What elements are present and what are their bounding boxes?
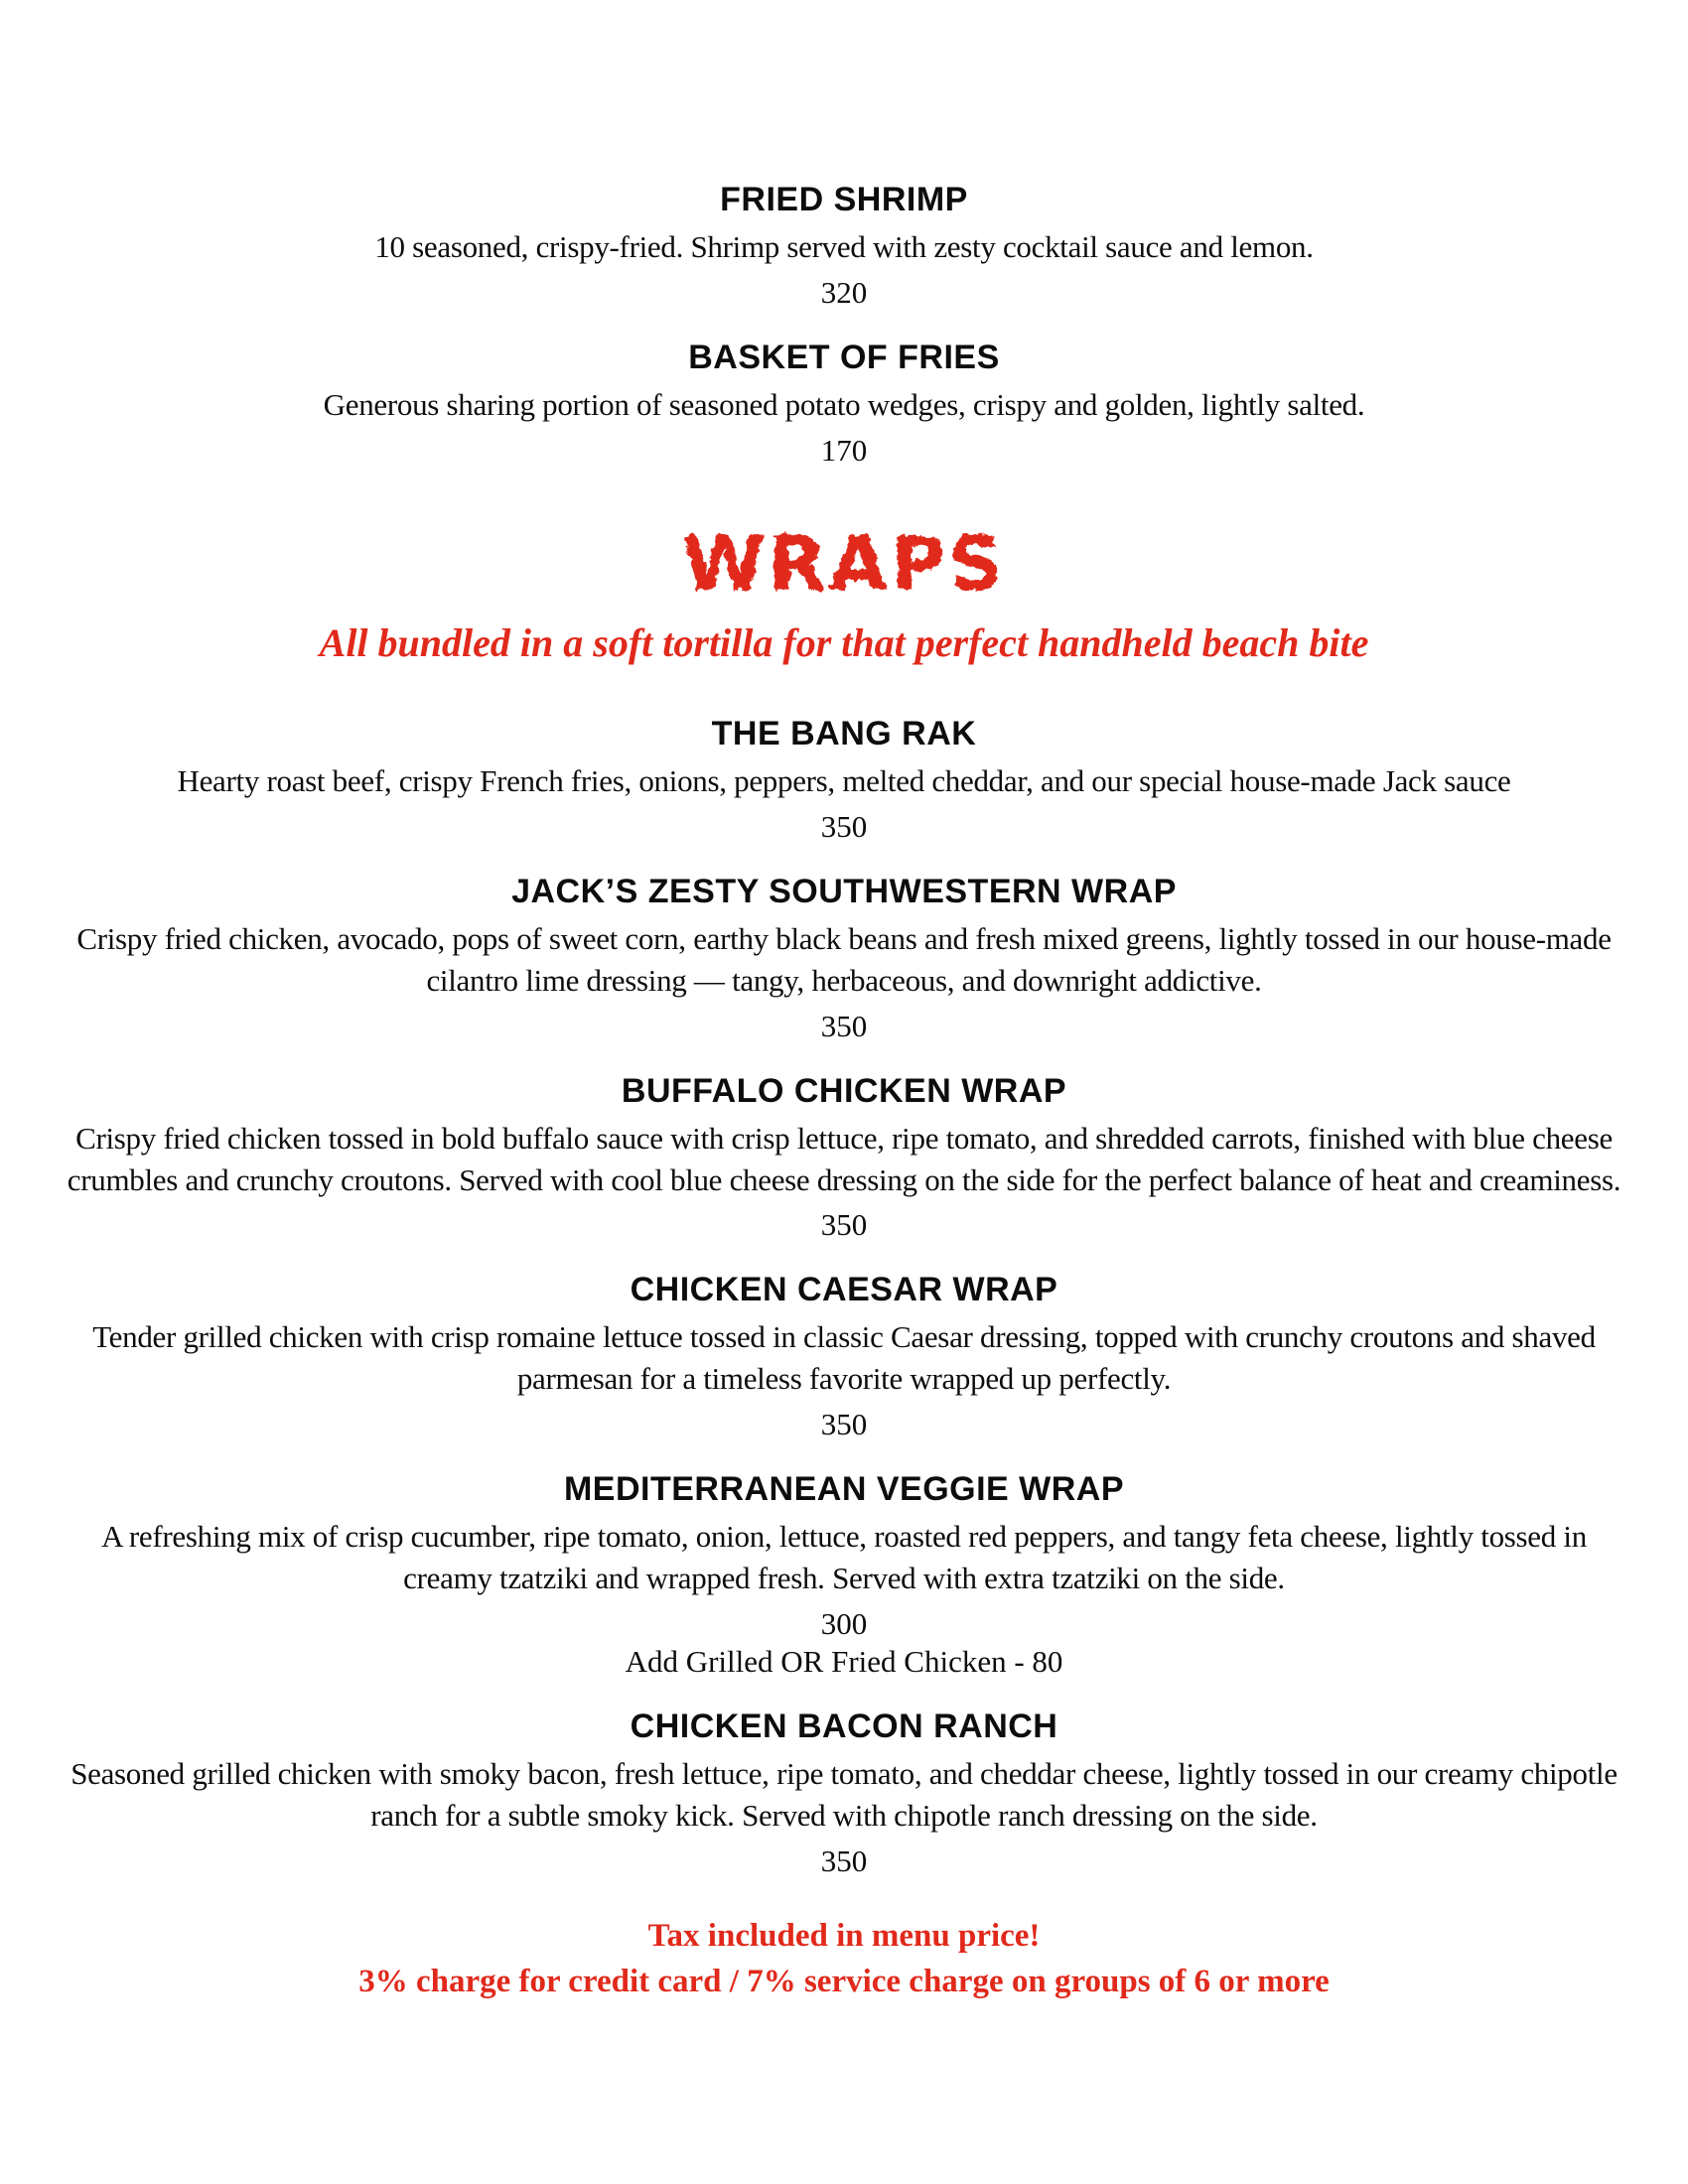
item-name: JACK’S ZESTY SOUTHWESTERN WRAP — [511, 872, 1177, 910]
wraps-section-subtitle: All bundled in a soft tortilla for that perfect handheld beach bite — [319, 619, 1369, 665]
item-description: Generous sharing portion of seasoned potato wedges, crispy and golden, lightly salted. — [323, 387, 1365, 423]
menu-item-chicken-caesar-wrap — [60, 1271, 1628, 1442]
menu-item-the-bang-rak — [60, 715, 1628, 845]
item-description: Hearty roast beef, crispy French fries, onions, peppers, melted cheddar, and our special house-made Jack sauce — [177, 762, 1511, 798]
footer-charge-note: 3% charge for credit card / 7% service charge on groups of 6 or more — [358, 1963, 1330, 1999]
item-price: 350 — [820, 808, 868, 844]
item-description: Tender grilled chicken with crisp romaine lettuce tossed in classic Caesar dressing, topped with crunchy croutons and shaved parmesan for a timeless favorite wrapped up perfectly. — [92, 1319, 1596, 1397]
item-name: FRIED SHRIMP — [720, 181, 968, 218]
item-description: Crispy fried chicken tossed in bold buffalo sauce with crisp lettuce, ripe tomato, and shredded carrots, finished with blue cheese crumbles and crunchy croutons. Served with cool blue cheese dressing on the side for the perfect balance of heat and creaminess. — [67, 1120, 1621, 1197]
item-description: A refreshing mix of crisp cucumber, ripe tomato, onion, lettuce, roasted red peppers, and tangy feta cheese, lightly tossed in creamy tzatziki and wrapped fresh. Served with extra tzatziki on the side. — [101, 1519, 1587, 1596]
menu-item-fried-shrimp — [60, 181, 1628, 311]
menu-item-chicken-bacon-ranch — [60, 1707, 1628, 1879]
menu-item-basket-of-fries — [60, 339, 1628, 469]
item-price: 170 — [820, 432, 868, 468]
item-price: 350 — [820, 1008, 868, 1043]
wraps-section-header — [0, 516, 1688, 667]
item-price: 350 — [820, 1207, 868, 1243]
menu-item-jacks-zesty-southwestern-wrap — [60, 873, 1628, 1044]
item-name: BUFFALO CHICKEN WRAP — [621, 1071, 1067, 1110]
footer-tax-note: Tax included in menu price! — [647, 1917, 1041, 1954]
item-name: CHICKEN BACON RANCH — [630, 1706, 1058, 1745]
item-price: 350 — [820, 1843, 868, 1878]
item-description: 10 seasoned, crispy-fried. Shrimp served with zesty cocktail sauce and lemon. — [374, 229, 1314, 265]
item-price: 320 — [820, 274, 868, 310]
item-addon-note: Add Grilled OR Fried Chicken - 80 — [625, 1643, 1063, 1679]
menu-item-mediterranean-veggie-wrap — [60, 1470, 1628, 1680]
item-price: 300 — [820, 1605, 868, 1641]
item-name: THE BANG RAK — [711, 714, 977, 752]
item-description: Crispy fried chicken, avocado, pops of sweet corn, earthy black beans and fresh mixed greens, lightly tossed in our house-made cilantro lime dressing — tangy, herbaceous, and downright addictive. — [76, 920, 1612, 998]
item-description: Seasoned grilled chicken with smoky bacon, fresh lettuce, ripe tomato, and cheddar cheese, lightly tossed in our creamy chipotle ranch for a subtle smoky kick. Served with chipotle ranch dressing on the side. — [70, 1756, 1618, 1833]
item-name: BASKET OF FRIES — [688, 338, 1000, 376]
footer-notes — [0, 1913, 1688, 2004]
wraps-section-title-graphic — [635, 516, 1053, 615]
item-price: 350 — [820, 1407, 868, 1442]
wraps-section-title: WRAPS — [681, 518, 1007, 608]
item-name: MEDITERRANEAN VEGGIE WRAP — [563, 1470, 1125, 1509]
menu-item-buffalo-chicken-wrap — [60, 1072, 1628, 1244]
item-name: CHICKEN CAESAR WRAP — [630, 1271, 1058, 1309]
